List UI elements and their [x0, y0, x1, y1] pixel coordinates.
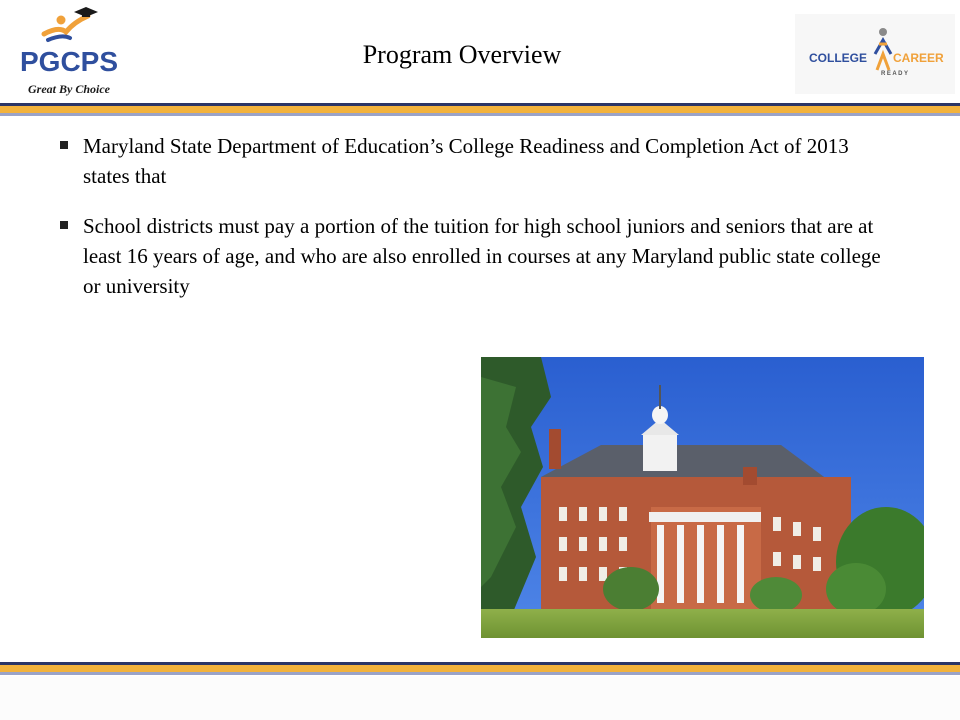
bullet-text: School districts must pay a portion of the tuition for high school juniors and seniors that are at least 16 years of age, and who are also enrolled in courses at any Maryland public state college or university [83, 214, 881, 298]
footer-stripe-gold [0, 665, 960, 672]
header-stripe-light [0, 113, 960, 116]
logo-word-ready: READY [881, 71, 910, 77]
header [0, 0, 960, 106]
footer-area [0, 676, 960, 720]
figure-icon [875, 28, 891, 70]
campus-building-illustration [481, 357, 924, 638]
graduation-cap-icon [44, 7, 98, 40]
logo-word-career: CAREER [893, 51, 944, 65]
bullet-item [58, 131, 898, 191]
pgcps-logo-text: PGCPS [19, 46, 119, 77]
college-career-ready-logo [795, 14, 955, 94]
bullet-text: Maryland State Department of Education’s College Readiness and Completion Act of 2013 states that [83, 134, 849, 188]
square-bullet-icon [60, 221, 68, 229]
bullet-list [58, 131, 898, 321]
pgcps-tagline: Great By Choice [28, 82, 110, 96]
campus-building-photo [481, 357, 924, 638]
header-stripe-gold [0, 106, 960, 113]
square-bullet-icon [60, 141, 68, 149]
slide-title: Program Overview [362, 40, 562, 69]
logo-word-college: COLLEGE [809, 51, 868, 65]
college-career-ready-graphic [795, 14, 955, 94]
footer-stripe-light [0, 672, 960, 675]
bullet-item [58, 211, 898, 301]
